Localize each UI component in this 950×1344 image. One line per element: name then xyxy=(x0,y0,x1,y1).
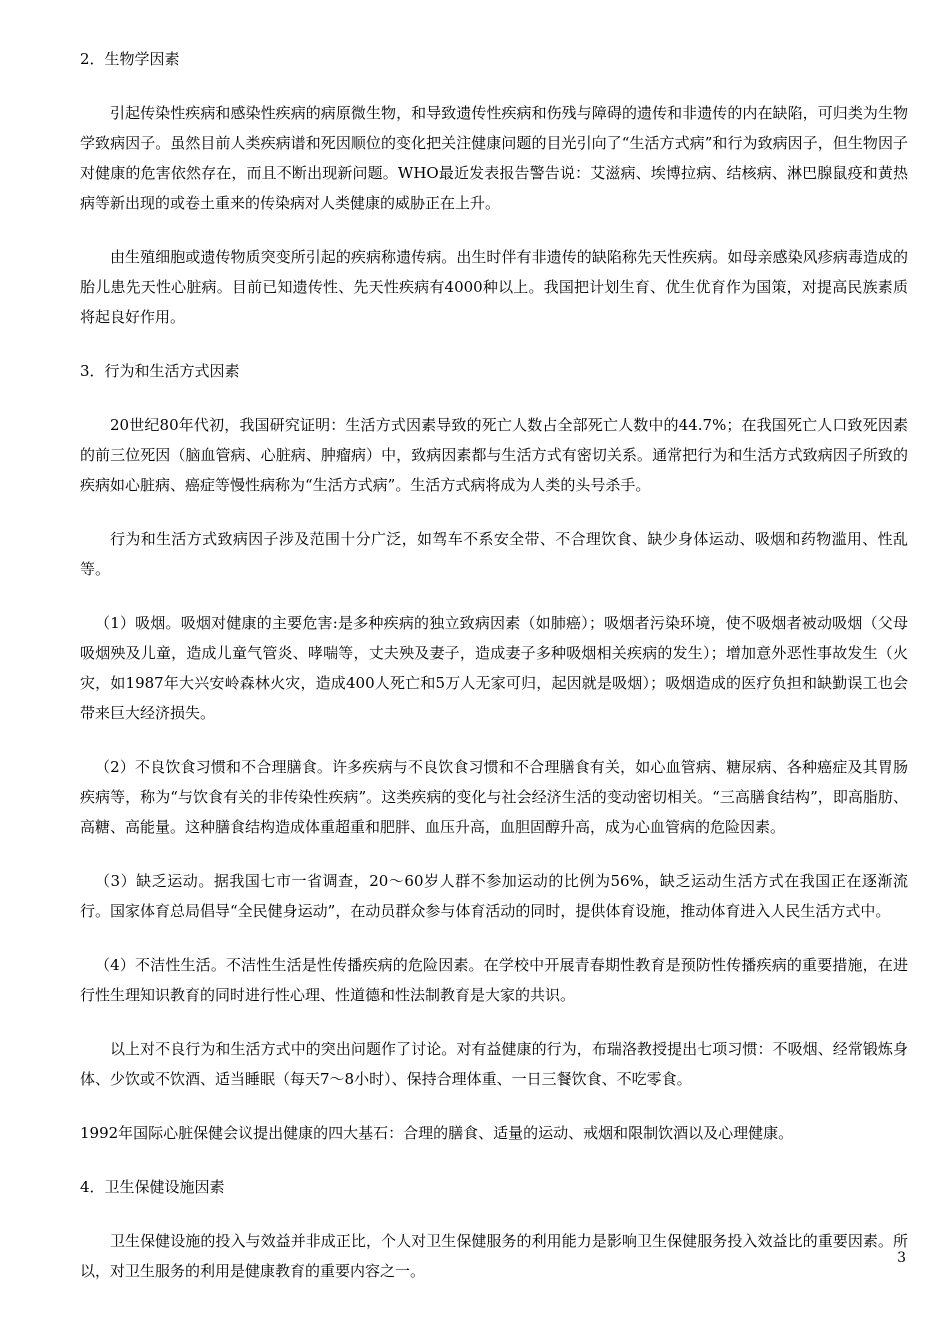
paragraph: 1992年国际心脏保健会议提出健康的四大基石：合理的膳食、适量的运动、戒烟和限制饮酒以及心理健康。 xyxy=(80,1124,794,1142)
paragraph: 卫生保健设施的投入与效益并非成正比，个人对卫生保健服务的利用能力是影响卫生保健服务投入效益比的重要因素。所以，对卫生服务的利用是健康教育的重要内容之一。 xyxy=(80,1232,908,1280)
section-heading-health-facilities: 4．卫生保健设施因素 xyxy=(80,1178,225,1196)
paragraph: 行为和生活方式致病因子涉及范围十分广泛，如驾车不系安全带、不合理饮食、缺少身体运动、吸烟和药物滥用、性乱等。 xyxy=(80,530,908,578)
paragraph: 20世纪80年代初，我国研究证明：生活方式因素导致的死亡人数占全部死亡人数中的44.7%；在我国死亡人口致死因素的前三位死因（脑血管病、心脏病、肿瘤病）中，致病因素都与生活方式有密切关系。通常把行为和生活方式致病因子所致的疾病如心脏病、癌症等慢性病称为“生活方式病”。生活方式病将成为人类的头号杀手。 xyxy=(80,416,908,494)
paragraph-diet: （2）不良饮食习惯和不合理膳食。许多疾病与不良饮食习惯和不合理膳食有关，如心血管病、糖尿病、各种癌症及其胃肠疾病等，称为“与饮食有关的非传染性疾病”。这类疾病的变化与社会经济生活的变动密切相关。“三高膳食结构”，即高脂肪、高糖、高能量。这种膳食结构造成体重超重和肥胖、血压升高，血胆固醇升高，成为心血管病的危险因素。 xyxy=(80,758,908,836)
paragraph-exercise: （3）缺乏运动。据我国七市一省调查，20～60岁人群不参加运动的比例为56%，缺乏运动生活方式在我国正在逐渐流行。国家体育总局倡导“全民健身运动”，在动员群众参与体育活动的同时，提供体育设施，推动体育进入人民生活方式中。 xyxy=(80,872,908,920)
paragraph-sexual-health: （4）不洁性生活。不洁性生活是性传播疾病的危险因素。在学校中开展青春期性教育是预防性传播疾病的重要措施，在进行性生理知识教育的同时进行性心理、性道德和性法制教育是大家的共识。 xyxy=(80,956,908,1004)
paragraph: 由生殖细胞或遗传物质突变所引起的疾病称遗传病。出生时伴有非遗传的缺陷称先天性疾病。如母亲感染风疹病毒造成的胎儿患先天性心脏病。目前已知遗传性、先天性疾病有4000种以上。我国把计划生育、优生优育作为国策，对提高民族素质将起良好作用。 xyxy=(80,248,908,326)
page-number: 3 xyxy=(897,1250,906,1266)
paragraph-smoking: （1）吸烟。吸烟对健康的主要危害:是多种疾病的独立致病因素（如肺癌）；吸烟者污染环境，使不吸烟者被动吸烟（父母吸烟殃及儿童，造成儿童气管炎、哮喘等，丈夫殃及妻子，造成妻子多种吸烟相关疾病的发生）；增加意外恶性事故发生（火灾，如1987年大兴安岭森林火灾，造成400人死亡和5万人无家可归，起因就是吸烟）；吸烟造成的医疗负担和缺勤误工也会带来巨大经济损失。 xyxy=(80,614,908,722)
paragraph: 引起传染性疾病和感染性疾病的病原微生物，和导致遗传性疾病和伤残与障碍的遗传和非遗传的内在缺陷，可归类为生物学致病因子。虽然目前人类疾病谱和死因顺位的变化把关注健康问题的目光引向了“生活方式病”和行为致病因子，但生物因子对健康的危害依然存在，而且不断出现新问题。WHO最近发表报告警告说：艾滋病、埃博拉病、结核病、淋巴腺鼠疫和黄热病等新出现的或卷土重来的传染病对人类健康的威胁正在上升。 xyxy=(80,104,908,212)
document-body xyxy=(80,44,908,1286)
section-heading-biological: 2．生物学因素 xyxy=(80,50,180,68)
paragraph: 以上对不良行为和生活方式中的突出问题作了讨论。对有益健康的行为，布瑞洛教授提出七项习惯：不吸烟、经常锻炼身体、少饮或不饮酒、适当睡眠（每天7～8小时）、保持合理体重、一日三餐饮食、不吃零食。 xyxy=(80,1040,908,1088)
section-heading-behavior-lifestyle: 3．行为和生活方式因素 xyxy=(80,362,240,380)
